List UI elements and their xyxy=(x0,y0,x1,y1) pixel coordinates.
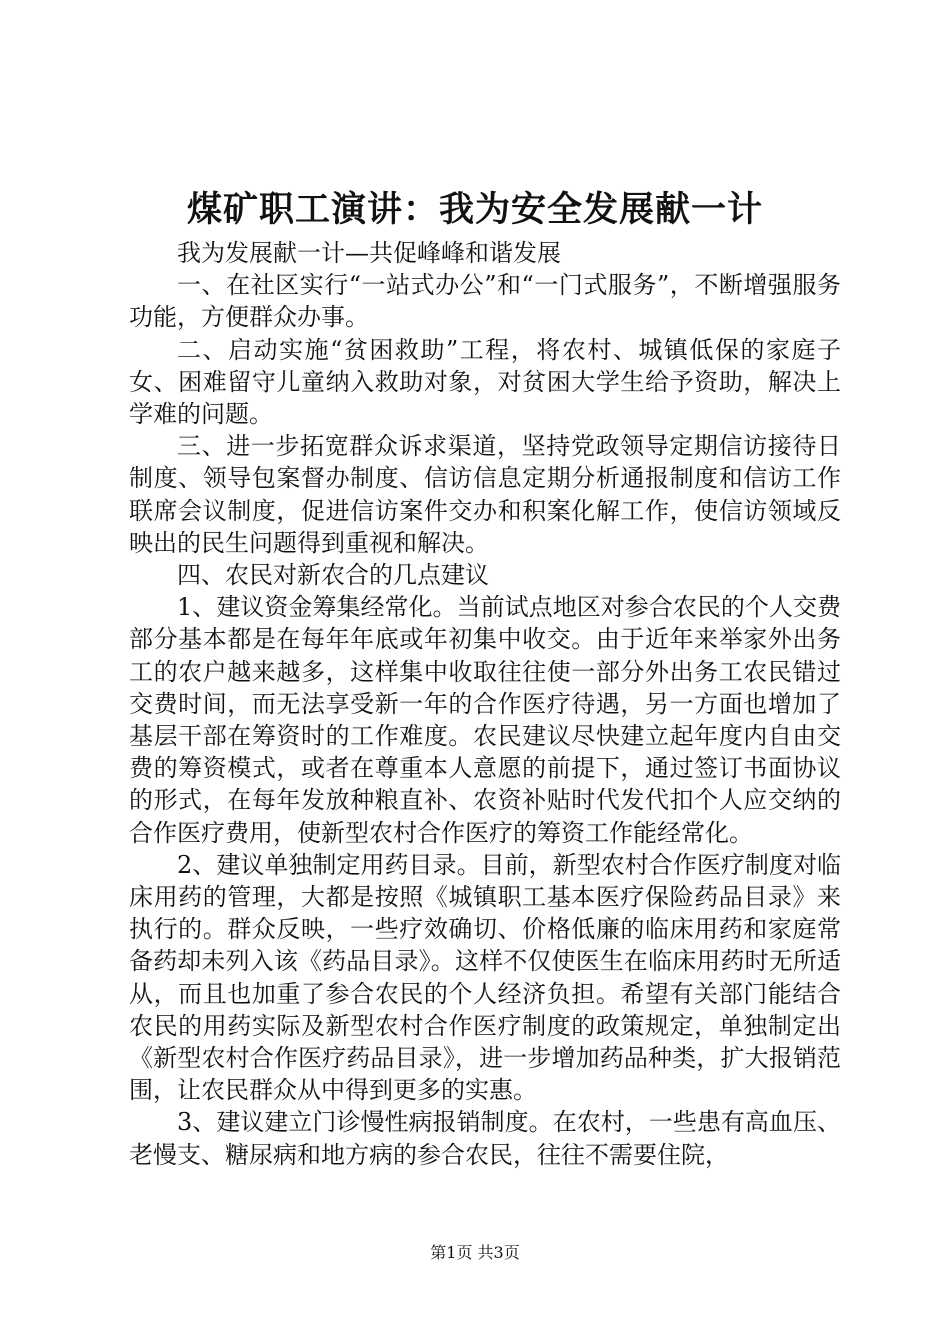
paragraph-item-4-heading: 四、农民对新农合的几点建议 xyxy=(177,561,489,590)
paragraph-subtitle: 我为发展献一计—共促峰峰和谐发展 xyxy=(177,239,561,267)
document-body xyxy=(129,237,841,1171)
paragraph-suggestion-1: 1、建议资金筹集经常化。当前试点地区对参合农民的个人交费部分基本都是在每年年底或年初集中收交。由于近年来举家外出务工的农户越来越多，这样集中收取往往使一部分外出务工农民错过交费时间，而无法享受新一年的合作医疗待遇，另一方面也增加了基层干部在筹资时的工作难度。农民建议尽快建立起年度内自由交费的筹资模式，或者在尊重本人意愿的前提下，通过签订书面协议的形式，在每年发放种粮直补、农资补贴时代发代扣个人应交纳的合作医疗费用，使新型农村合作医疗的筹资工作能经常化。 xyxy=(129,593,841,847)
paragraph-suggestion-3: 3、建议建立门诊慢性病报销制度。在农村，一些患有高血压、老慢支、糖尿病和地方病的参合农民，往往不需要住院， xyxy=(129,1108,841,1169)
paragraph-item-2: 二、启动实施“贫困救助”工程，将农村、城镇低保的家庭子女、困难留守儿童纳入救助对象，对贫困大学生给予资助，解决上学难的问题。 xyxy=(129,335,841,429)
paragraph-item-1: 一、在社区实行“一站式办公”和“一门式服务”，不断增强服务功能，方便群众办事。 xyxy=(129,271,841,332)
paragraph-item-3: 三、进一步拓宽群众诉求渠道，坚持党政领导定期信访接待日制度、领导包案督办制度、信访信息定期分析通报制度和信访工作联席会议制度，促进信访案件交办和积案化解工作，使信访领域反映出的民生问题得到重视和解决。 xyxy=(129,432,841,557)
page-footer: 第1页 共3页 xyxy=(430,1243,520,1262)
paragraph-suggestion-2: 2、建议单独制定用药目录。目前，新型农村合作医疗制度对临床用药的管理，大都是按照《城镇职工基本医疗保险药品目录》来执行的。群众反映，一些疗效确切、价格低廉的临床用药和家庭常备药却未列入该《药品目录》。这样不仅使医生在临床用药时无所适从，而且也加重了参合农民的个人经济负担。希望有关部门能结合农民的用药实际及新型农村合作医疗制度的政策规定，单独制定出《新型农村合作医疗药品目录》，进一步增加药品种类，扩大报销范围，让农民群众从中得到更多的实惠。 xyxy=(129,850,841,1105)
document-title: 煤矿职工演讲：我为安全发展献一计 xyxy=(186,189,763,230)
